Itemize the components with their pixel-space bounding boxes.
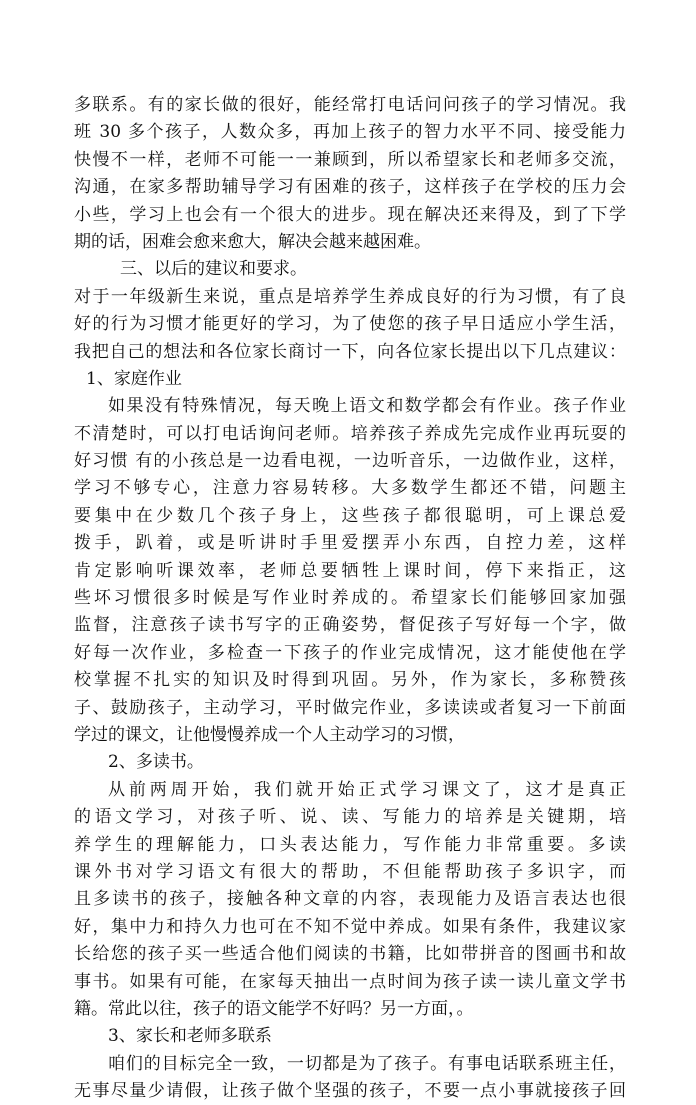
text-line: 且多读书的孩子，接触各种文章的内容，表现能力及语言表达也很 bbox=[74, 889, 626, 910]
text-line: 1、家庭作业 bbox=[86, 368, 182, 389]
text-line: 养学生的理解能力，口头表达能力，写作能力非常重要。多读 bbox=[74, 834, 626, 855]
text-line: 校掌握不扎实的知识及时得到巩固。另外，作为家长，多称赞孩 bbox=[74, 670, 626, 691]
text-line: 如果没有特殊情况，每天晚上语文和数学都会有作业。孩子作业 bbox=[108, 396, 626, 417]
text-line: 小些，学习上也会有一个很大的进步。现在解决还来得及，到了下学 bbox=[74, 204, 626, 225]
text-line: 好的行为习惯才能更好的学习，为了使您的孩子早日适应小学生活， bbox=[74, 314, 626, 335]
text-line: 好每一次作业，多检查一下孩子的作业完成情况，这才能使他在学 bbox=[74, 642, 626, 663]
text-line: 沟通，在家多帮助辅导学习有困难的孩子，这样孩子在学校的压力会 bbox=[74, 177, 626, 198]
text-line: 监督，注意孩子读书写字的正确姿势，督促孩子写好每一个字，做 bbox=[74, 615, 626, 636]
text-line: 从前两周开始，我们就开始正式学习课文了，这才是真正 bbox=[108, 779, 626, 800]
text-line: 好，集中力和持久力也可在不知不觉中养成。如果有条件，我建议家 bbox=[74, 916, 626, 937]
text-line: 快慢不一样，老师不可能一一兼顾到，所以希望家长和老师多交流， bbox=[74, 149, 626, 170]
text-line: 学过的课文，让他慢慢养成一个人主动学习的习惯， bbox=[74, 724, 465, 745]
text-line: 子、鼓励孩子，主动学习，平时做完作业，多读读或者复习一下前面 bbox=[74, 697, 626, 718]
text-line: 我把自己的想法和各位家长商讨一下，向各位家长提出以下几点建议： bbox=[74, 341, 626, 362]
text-line: 课外书对学习语文有很大的帮助，不但能帮助孩子多识字，而 bbox=[74, 861, 626, 882]
text-line: 些坏习惯很多时候是写作业时养成的。希望家长们能够回家加强 bbox=[74, 588, 626, 609]
text-line: 拨手，趴着，或是听讲时手里爱摆弄小东西，自控力差，这样 bbox=[74, 533, 626, 554]
text-line: 事书。如果有可能，在家每天抽出一点时间为孩子读一读儿童文学书 bbox=[74, 971, 626, 992]
text-line: 期的话，困难会愈来愈大，解决会越来越困难。 bbox=[74, 231, 431, 252]
text-line: 多联系。有的家长做的很好，能经常打电话问问孩子的学习情况。我 bbox=[74, 95, 626, 115]
text-line: 的语文学习，对孩子听、说、读、写能力的培养是关键期，培 bbox=[74, 807, 626, 828]
text-line: 对于一年级新生来说，重点是培养学生养成良好的行为习惯，有了良 bbox=[74, 286, 626, 307]
text-line: 班 30 多个孩子，人数众多，再加上孩子的智力水平不同、接受能力 bbox=[74, 122, 626, 143]
text-line: 长给您的孩子买一些适合他们阅读的书籍，比如带拼音的图画书和故 bbox=[74, 944, 626, 965]
text-line: 无事尽量少请假，让孩子做个坚强的孩子，不要一点小事就接孩子回 bbox=[74, 1081, 626, 1102]
text-line: 肯定影响听课效率，老师总要牺牲上课时间，停下来指正，这 bbox=[74, 560, 626, 581]
text-line: 好习惯 有的小孩总是一边看电视，一边听音乐，一边做作业，这样， bbox=[74, 451, 626, 472]
text-line: 籍。常此以往，孩子的语文能学不好吗？另一方面，。 bbox=[74, 998, 474, 1019]
text-line: 3、家长和老师多联系 bbox=[108, 1026, 272, 1047]
text-line: 学习不够专心，注意力容易转移。大多数学生都还不错，问题主 bbox=[74, 478, 626, 499]
text-line: 咱们的目标完全一致，一切都是为了孩子。有事电话联系班主任， bbox=[108, 1053, 626, 1074]
text-line: 三、以后的建议和要求。 bbox=[120, 259, 307, 280]
text-line: 2、多读书。 bbox=[108, 752, 204, 773]
text-line: 要集中在少数几个孩子身上，这些孩子都很聪明，可上课总爱 bbox=[74, 505, 626, 526]
text-line: 不清楚时，可以打电话询问老师。培养孩子养成先完成作业再玩耍的 bbox=[74, 423, 626, 444]
document-body bbox=[74, 92, 626, 1105]
